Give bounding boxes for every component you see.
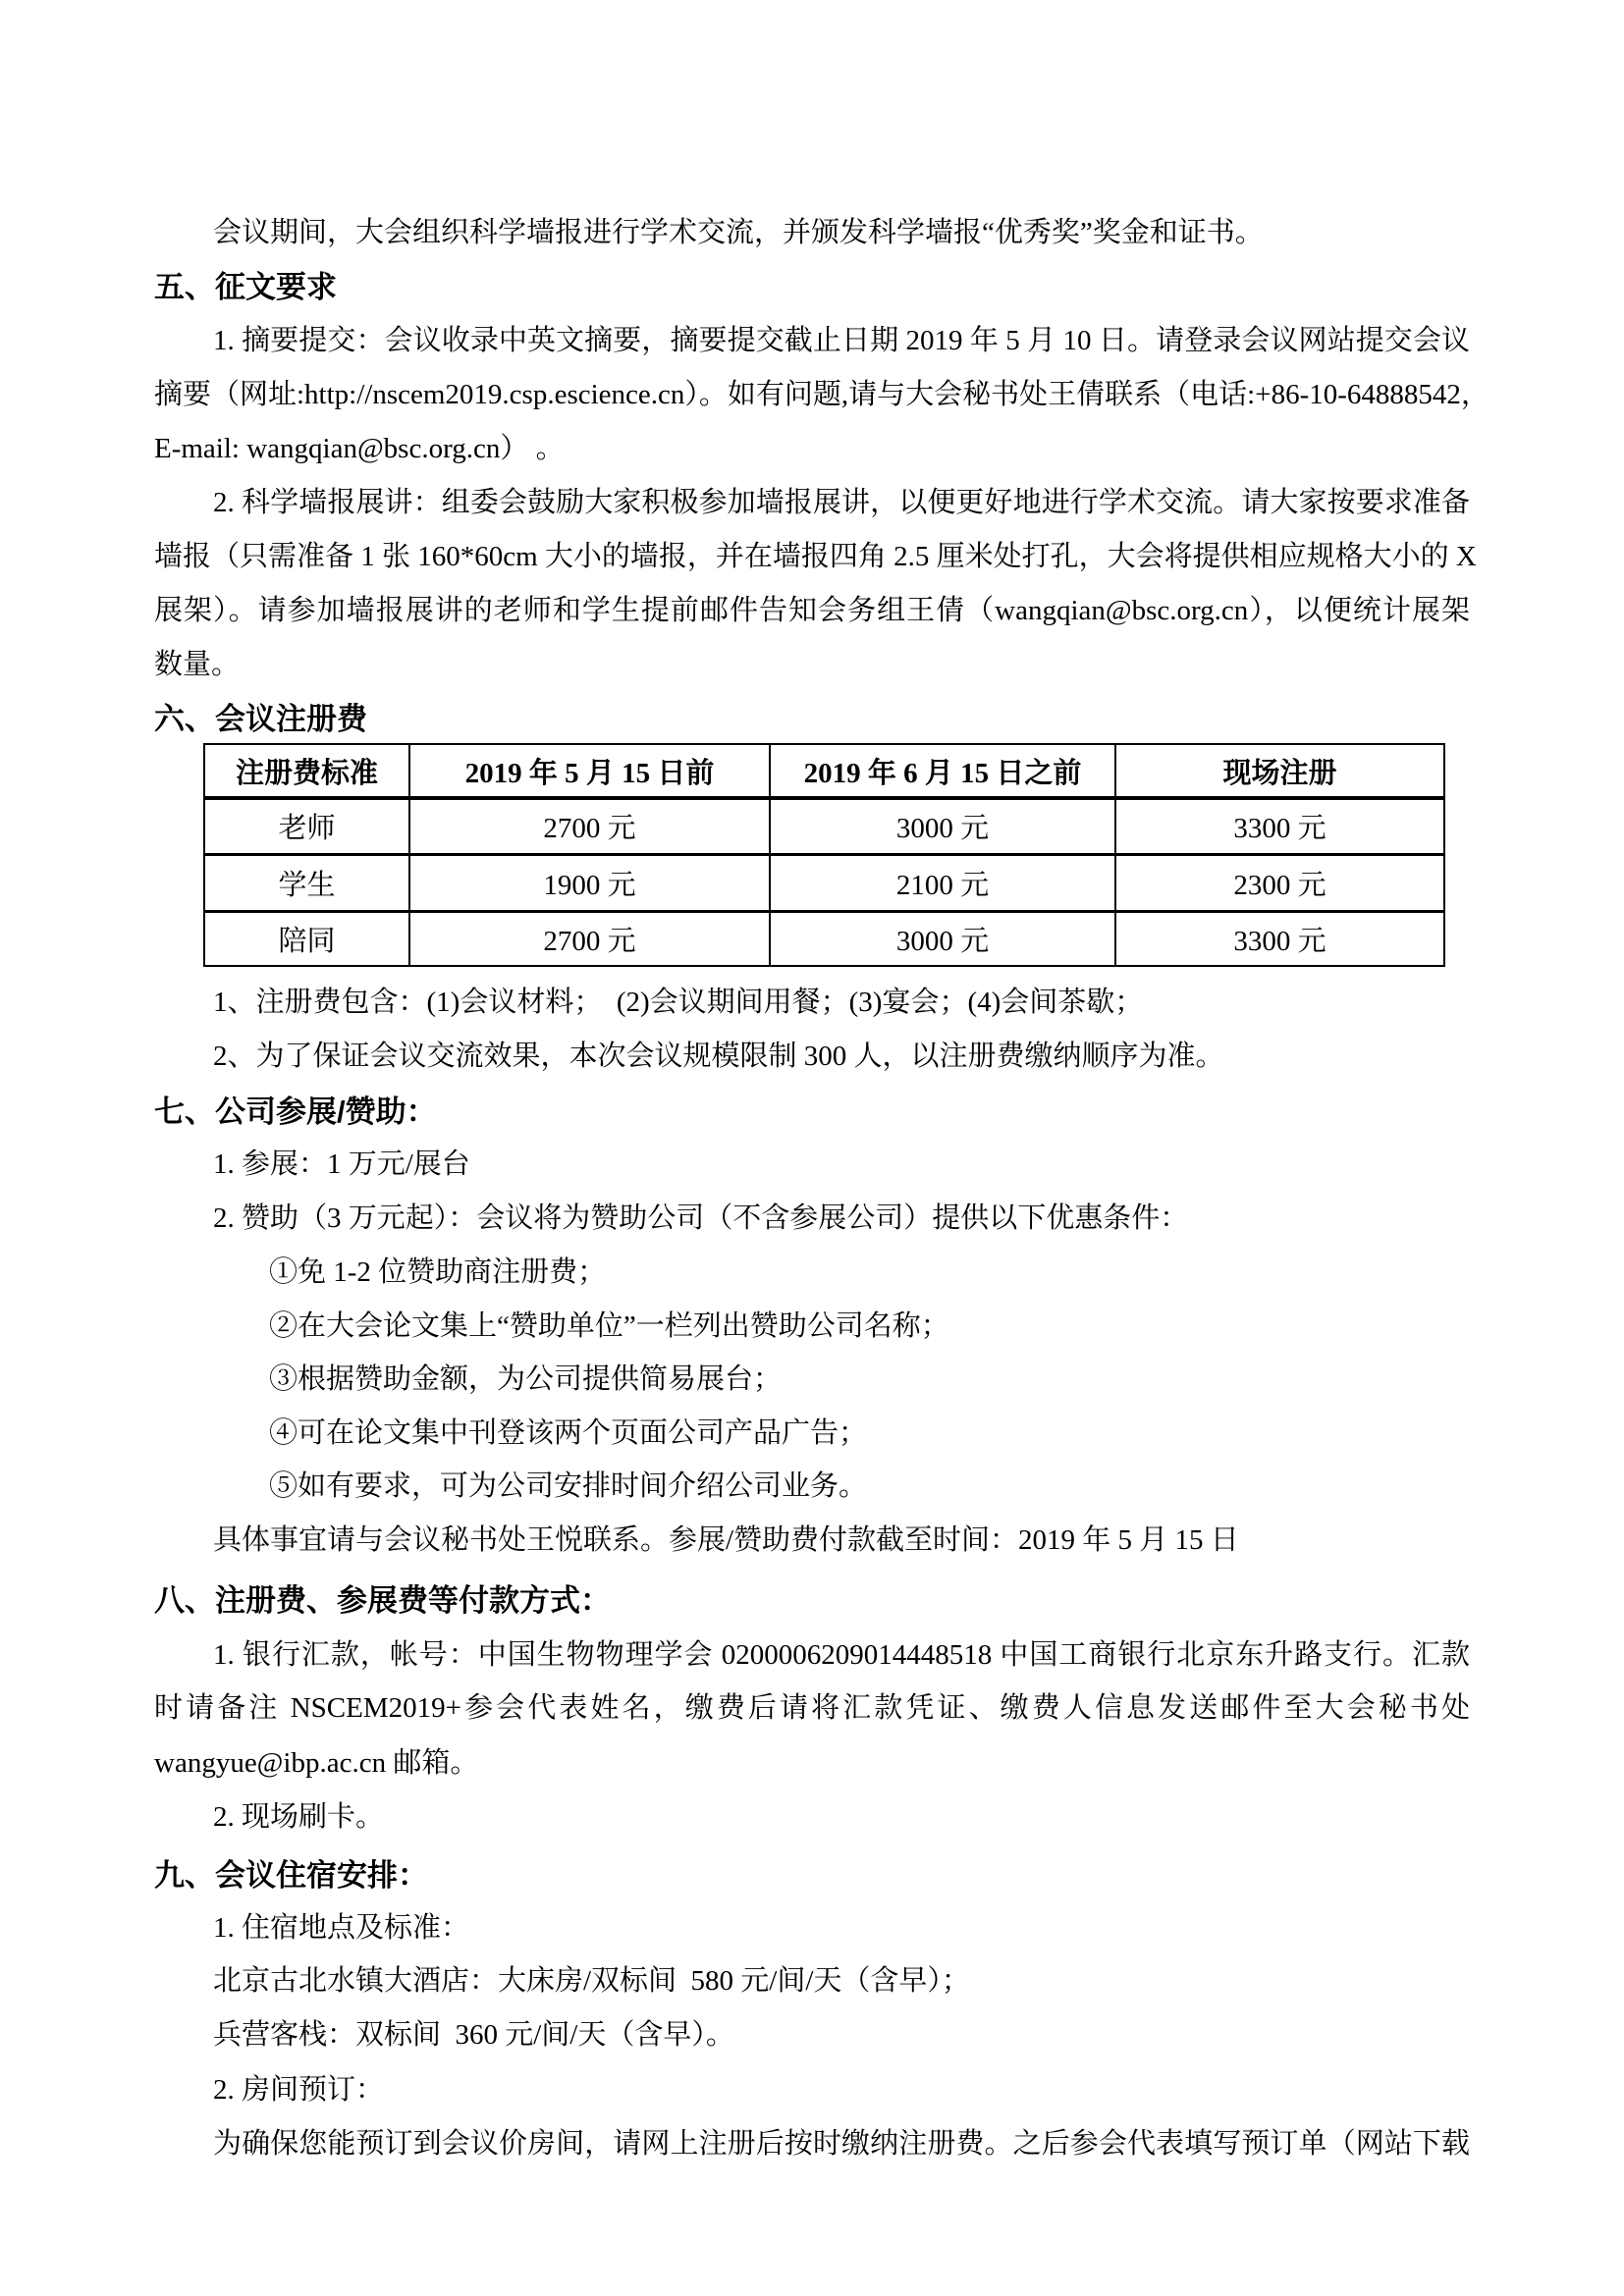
text-line: 兵营客栈：双标间 360 元/间/天（含早）。 [213, 2019, 734, 2051]
fee-table-price-cell: 2100 元 [770, 854, 1115, 911]
text-line: 北京古北水镇大酒店：大床房/双标间 580 元/间/天（含早）； [213, 1965, 970, 1997]
text-line: E-mail: wangqian@bsc.org.cn） 。 [154, 433, 565, 464]
text-line: 1. 参展：1 万元/展台 [213, 1148, 470, 1180]
text-line: 1. 住宿地点及标准： [213, 1912, 470, 1944]
text-line: 会议期间，大会组织科学墙报进行学术交流，并颁发科学墙报“优秀奖”奖金和证书。 [213, 217, 1264, 248]
text-line: 1、注册费包含：(1)会议材料； (2)会议期间用餐；(3)宴会；(4)会间茶歇； [213, 987, 1144, 1018]
fee-table-price-cell: 3300 元 [1115, 911, 1444, 966]
text-line: wangyue@ibp.ac.cn 邮箱。 [154, 1747, 479, 1779]
text-line: 2. 房间预订： [213, 2074, 385, 2106]
text-line: ①免 1-2 位赞助商注册费； [269, 1256, 607, 1288]
fee-table-price-cell: 2700 元 [409, 798, 770, 854]
section-heading: 六、会议注册费 [154, 702, 367, 736]
text-line: 2. 赞助（3 万元起）：会议将为赞助公司（不含参展公司）提供以下优惠条件： [213, 1202, 1189, 1234]
text-line: 1. 银行汇款，帐号：中国生物物理学会 0200006209014448518 中国工商银行北京东升路支行。汇款 [213, 1639, 1470, 1671]
registration-fee-table [203, 743, 1445, 967]
text-line: 1. 摘要提交：会议收录中英文摘要，摘要提交截止日期 2019 年 5 月 10 日。请登录会议网站提交会议 [213, 325, 1470, 356]
fee-table-header-cell: 注册费标准 [204, 744, 409, 798]
section-heading: 七、公司参展/赞助： [154, 1095, 437, 1129]
fee-table-row [204, 798, 1444, 854]
text-line: ②在大会论文集上“赞助单位”一栏列出赞助公司名称； [269, 1310, 949, 1342]
text-line: ④可在论文集中刊登该两个页面公司产品广告； [269, 1417, 868, 1449]
text-line: 2、为了保证会议交流效果，本次会议规模限制 300 人，以注册费缴纳顺序为准。 [213, 1041, 1224, 1072]
fee-table-price-cell: 2300 元 [1115, 854, 1444, 911]
section-heading: 九、会议住宿安排： [154, 1858, 428, 1893]
fee-table-price-cell: 3000 元 [770, 798, 1115, 854]
fee-table-category-cell: 老师 [204, 798, 409, 854]
fee-table-header-cell: 2019 年 5 月 15 日前 [409, 744, 770, 798]
text-line: 摘要（网址:http://nscem2019.csp.escience.cn）。如有问题,请与大会秘书处王倩联系（电话:+86-10-64888542， [154, 379, 1489, 410]
fee-table-price-cell: 3300 元 [1115, 798, 1444, 854]
fee-table-price-cell: 2700 元 [409, 911, 770, 966]
text-line: 数量。 [154, 649, 241, 680]
fee-table-row [204, 911, 1444, 966]
fee-table-category-cell: 学生 [204, 854, 409, 911]
text-line: 墙报（只需准备 1 张 160*60cm 大小的墙报，并在墙报四角 2.5 厘米处打孔，大会将提供相应规格大小的 X [154, 541, 1477, 572]
text-line: 展架）。请参加墙报展讲的老师和学生提前邮件告知会务组王倩（wangqian@bsc.org.cn），以便统计展架 [154, 595, 1470, 626]
text-line: 具体事宜请与会议秘书处王悦联系。参展/赞助费付款截至时间：2019 年 5 月 15 日 [213, 1524, 1239, 1556]
fee-table-header-cell: 2019 年 6 月 15 日之前 [770, 744, 1115, 798]
text-line: ③根据赞助金额，为公司提供简易展台； [269, 1363, 783, 1395]
text-line: 2. 现场刷卡。 [213, 1801, 385, 1833]
fee-table-row [204, 854, 1444, 911]
section-heading: 五、征文要求 [154, 270, 337, 304]
fee-table-price-cell: 1900 元 [409, 854, 770, 911]
text-line: ⑤如有要求，可为公司安排时间介绍公司业务。 [269, 1470, 868, 1502]
text-line: 2. 科学墙报展讲：组委会鼓励大家积极参加墙报展讲，以便更好地进行学术交流。请大家按要求准备 [213, 487, 1470, 518]
fee-table-category-cell: 陪同 [204, 911, 409, 966]
fee-table-header-cell: 现场注册 [1115, 744, 1444, 798]
text-line: 为确保您能预订到会议价房间，请网上注册后按时缴纳注册费。之后参会代表填写预订单（网站下载 [213, 2128, 1470, 2160]
section-heading: 八、注册费、参展费等付款方式： [154, 1583, 611, 1618]
text-line: 时请备注 NSCEM2019+参会代表姓名，缴费后请将汇款凭证、缴费人信息发送邮件至大会秘书处 [154, 1692, 1470, 1724]
fee-table-price-cell: 3000 元 [770, 911, 1115, 966]
